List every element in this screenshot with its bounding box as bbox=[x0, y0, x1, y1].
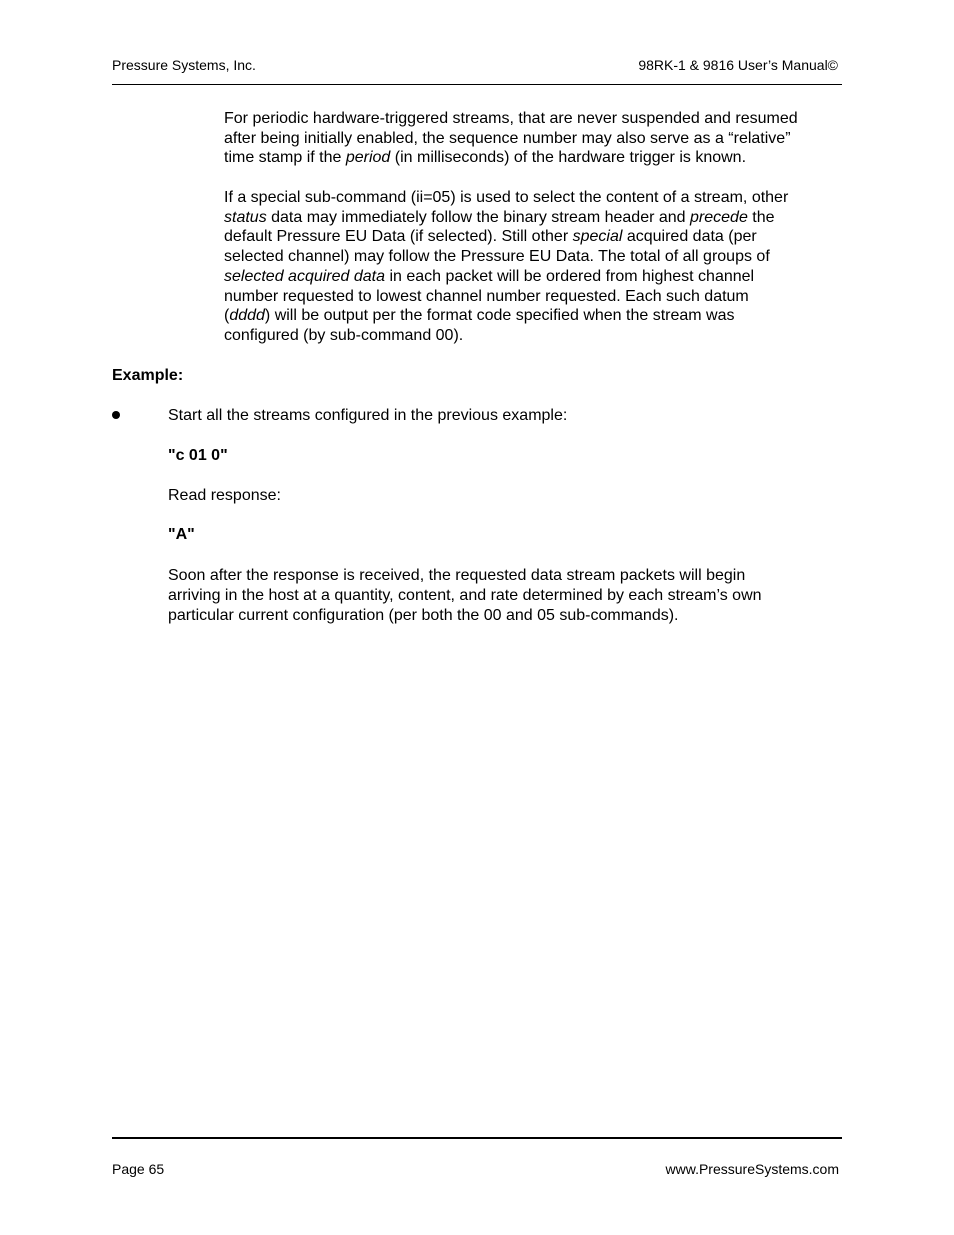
footer-page-number: Page 65 bbox=[112, 1161, 165, 1177]
bullet-dot-icon bbox=[112, 411, 120, 419]
text-run: time stamp if the bbox=[224, 149, 346, 167]
paragraph-sequence-timestamp bbox=[224, 109, 798, 168]
text-run: selected channel) may follow the Pressure EU Data. The total of all groups of bbox=[224, 248, 770, 266]
paragraph-line: Soon after the response is received, the requested data stream packets will begin bbox=[168, 567, 746, 584]
paragraph-line bbox=[224, 287, 788, 307]
read-response-label: Read response: bbox=[168, 487, 281, 504]
text-run: ) will be output per the format code specified when the stream was bbox=[264, 307, 735, 325]
paragraph-line bbox=[224, 306, 788, 326]
italic-term: selected acquired data bbox=[224, 267, 385, 285]
paragraph-line bbox=[224, 109, 798, 129]
header-manual-title: 98RK-1 & 9816 User’s Manual© bbox=[638, 57, 838, 73]
text-run: If a special sub-command (ii=05) is used to select the content of a stream, other bbox=[224, 189, 789, 206]
header-company: Pressure Systems, Inc. bbox=[112, 57, 256, 73]
example-heading: Example: bbox=[112, 367, 184, 384]
italic-term: special bbox=[572, 228, 623, 246]
paragraph-line bbox=[224, 267, 788, 287]
bullet-text: Start all the streams configured in the previous example: bbox=[168, 407, 568, 424]
text-run: after being initially enabled, the sequence number may also serve as a “relative” bbox=[224, 129, 791, 147]
command-string: "c 01 0" bbox=[168, 447, 228, 464]
text-run: in each packet will be ordered from highest channel bbox=[385, 267, 755, 285]
text-run: configured (by sub-command 00). bbox=[224, 326, 464, 344]
header-rule bbox=[112, 84, 842, 85]
paragraph-line bbox=[224, 326, 788, 346]
paragraph-line bbox=[224, 247, 788, 267]
text-run: (in milliseconds) of the hardware trigger is known. bbox=[390, 149, 747, 167]
footer-website: www.PressureSystems.com bbox=[665, 1161, 839, 1177]
italic-term: status bbox=[224, 208, 267, 226]
text-run: the bbox=[747, 208, 775, 226]
italic-term: period bbox=[345, 149, 391, 167]
text-run: number requested to lowest channel number requested. Each such datum bbox=[224, 287, 749, 305]
text-run: For periodic hardware-triggered streams, that are never suspended and resumed bbox=[224, 110, 798, 127]
text-run: acquired data (per bbox=[622, 228, 757, 246]
text-run: default Pressure EU Data (if selected). Still other bbox=[224, 228, 573, 246]
paragraph-line bbox=[224, 129, 798, 149]
paragraph-stream-packets bbox=[168, 566, 762, 626]
italic-term: dddd bbox=[229, 307, 265, 325]
paragraph-line bbox=[224, 227, 788, 247]
bullet-marker bbox=[112, 406, 120, 426]
footer-rule bbox=[112, 1137, 842, 1139]
text-run: data may immediately follow the binary stream header and bbox=[266, 208, 691, 226]
response-string: "A" bbox=[168, 526, 195, 543]
paragraph-line bbox=[224, 188, 788, 208]
text-run: ( bbox=[224, 307, 230, 325]
paragraph-line bbox=[224, 148, 798, 168]
paragraph-line bbox=[224, 208, 788, 228]
paragraph-line: particular current configuration (per both the 00 and 05 sub-commands). bbox=[168, 607, 679, 624]
italic-term: precede bbox=[690, 208, 748, 226]
paragraph-special-subcommand bbox=[224, 188, 788, 346]
paragraph-line: arriving in the host at a quantity, content, and rate determined by each stream’s own bbox=[168, 587, 762, 604]
